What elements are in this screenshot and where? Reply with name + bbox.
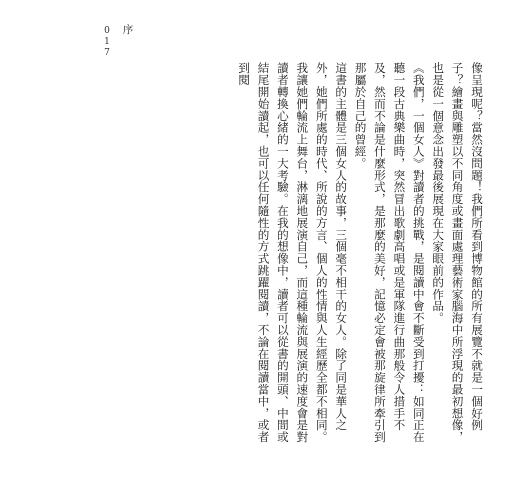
running-head: 序 bbox=[121, 24, 134, 35]
body-text bbox=[176, 62, 486, 450]
paragraph: 像呈現呢？當然沒問題！我們所看到博物館的所有展覽不就是一個好例子？繪畫與雕塑以不同角度或畫面處理藝術家腦海中所浮現的最初想像，也是從一個意念出發最後展現在大家眼前的作品。 bbox=[431, 62, 484, 443]
paragraph: 這書的主體是三個女人的故事，三個毫不相干的女人。除了同是華人之外，她們所處的時代、所說的方言、個人的性情與人生經歷全都不相同。我讓她們輪流上舞台，淋漓地展演自己，而這種輪流與展演的速度會是對讀者轉換心緒的一大考驗。在我的想像中，讀者可以從書的開頭、中間或結尾開始讀起，也可以任何隨性的方式跳躍閱讀，不論在閱讀當中，或者到閱 bbox=[237, 62, 349, 443]
paragraph: 《我們，一個女人》對讀者的挑戰，是閱讀中會不斷受到打擾：如同正在聽一段古典樂曲時，突然冒出歌劇高唱或是軍隊進行曲那般令人措手不及，然而不論是什麼形式，是那麼的美好，記憶必定會被那旋律所牽引到那屬於自己的曾經。 bbox=[353, 62, 426, 443]
page-number: 017 bbox=[102, 26, 112, 59]
